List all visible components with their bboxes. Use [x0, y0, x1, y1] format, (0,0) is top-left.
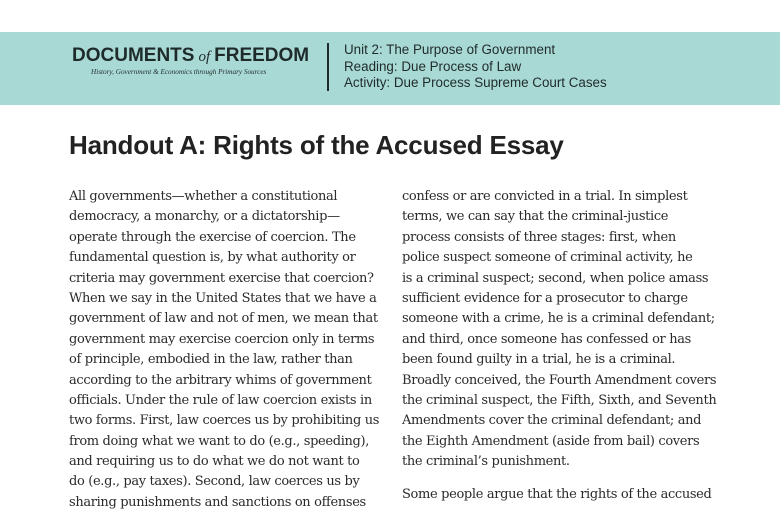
essay-line: democracy, a monarchy, or a dictatorship— [69, 209, 340, 225]
essay-left-column [69, 187, 379, 513]
logo-title [72, 45, 309, 68]
reading-label: Reading: Due Process of Law [344, 58, 522, 74]
essay-line: is a criminal suspect; second, when police amass [402, 270, 709, 286]
essay-line: someone with a crime, he is a criminal defendant; [402, 311, 715, 327]
essay-line: Amendments cover the criminal defendant; and [402, 413, 702, 429]
essay-line: of principle, embodied in the law, rather than [69, 352, 353, 368]
documents-of-freedom-logo[interactable] [72, 45, 318, 79]
logo-subtitle: History, Government & Economics through Primary Sources [91, 68, 267, 76]
essay-line: sharing punishments and sanctions on offenses [69, 494, 366, 510]
essay-line: operate through the exercise of coercion. The [69, 229, 356, 245]
paragraph-gap [402, 472, 714, 485]
unit-info [344, 42, 764, 92]
essay-line: When we say in the United States that we have a [69, 290, 377, 306]
essay-line: process consists of three stages: first, when [402, 229, 676, 245]
essay-line: criteria may government exercise that coercion? [69, 270, 374, 286]
essay-line: All governments—whether a constitutional [69, 189, 338, 204]
essay-line: and third, once someone has confessed or has [402, 331, 691, 347]
essay-right-column [402, 187, 717, 506]
handout-title: Handout A: Rights of the Accused Essay [69, 130, 564, 160]
essay-line: the criminal suspect, the Fifth, Sixth, and Seventh [402, 392, 717, 408]
essay-line: officials. Under the rule of law coercion exists in [69, 392, 372, 408]
header-divider [327, 43, 329, 91]
essay-line: do (e.g., pay taxes). Second, law coerces us by [69, 474, 360, 490]
logo-title-documents: DOCUMENTS [72, 45, 195, 66]
unit-label: Unit 2: The Purpose of Government [344, 42, 556, 57]
essay-line: and requiring us to do what we do not want to [69, 454, 360, 470]
essay-line: been found guilty in a trial, he is a criminal. [402, 352, 676, 368]
logo-title-of: of [198, 49, 211, 65]
activity-label: Activity: Due Process Supreme Court Cases [344, 75, 607, 90]
essay-line: government may exercise coercion only in terms [69, 331, 375, 347]
essay-line: from doing what we want to do (e.g., speeding), [69, 433, 370, 449]
essay-line: Broadly conceived, the Fourth Amendment covers [402, 372, 717, 388]
essay-line: fundamental question is, by what authority or [69, 250, 356, 266]
essay-line: police suspect someone of criminal activity, he [402, 250, 693, 266]
essay-line: sufficient evidence for a prosecutor to charge [402, 290, 688, 306]
essay-line: terms, we can say that the criminal-justice [402, 209, 669, 225]
essay-line: two forms. First, law coerces us by prohibiting us [69, 413, 380, 429]
essay-line: the criminal’s punishment. [402, 454, 570, 470]
essay-line: Some people argue that the rights of the accused [402, 487, 712, 503]
essay-line: according to the arbitrary whims of government [69, 372, 372, 388]
essay-line: government of law and not of men, we mean that [69, 311, 378, 327]
essay-line: the Eighth Amendment (aside from bail) covers [402, 433, 700, 449]
essay-line: confess or are convicted in a trial. In simplest [402, 189, 688, 204]
logo-title-freedom: FREEDOM [214, 45, 310, 66]
